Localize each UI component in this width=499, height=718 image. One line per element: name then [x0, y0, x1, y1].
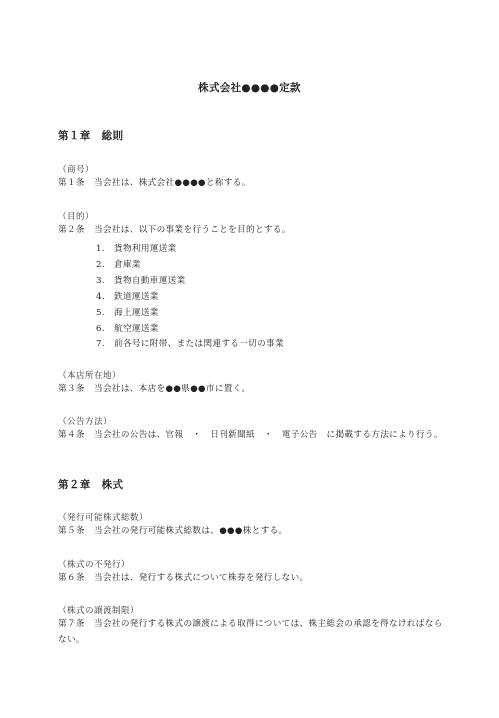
- list-item-text: 倉庫業: [114, 260, 141, 270]
- article-1-text: 当会社は、株式会社●●●●と称する。: [94, 178, 251, 188]
- list-item-number: 4.: [96, 292, 105, 302]
- list-item: [96, 258, 141, 270]
- list-item: [96, 306, 159, 318]
- list-item: [96, 242, 177, 254]
- chapter-1-heading: 第１章 総則: [58, 130, 124, 142]
- document-title: 株式会社●●●●定款: [198, 82, 301, 94]
- article-6-caption: （株式の不発行）: [58, 560, 130, 570]
- list-item-text: 前各号に附帯、または関連する一切の事業: [114, 339, 284, 349]
- article-7-caption: （株式の譲渡制限）: [58, 606, 139, 616]
- article-2: [58, 222, 448, 238]
- article-6-number: 第６条: [58, 573, 85, 583]
- article-7: [58, 616, 448, 648]
- chapter-2-heading: 第２章 株式: [58, 479, 124, 491]
- article-6-text: 当会社は、発行する株式について株券を発行しない。: [94, 573, 309, 583]
- article-2-caption: （目的）: [58, 212, 94, 222]
- list-item-number: 1.: [96, 244, 105, 254]
- list-item-text: 貨物利用運送業: [114, 244, 177, 254]
- list-item: [96, 274, 186, 286]
- article-3-number: 第３条: [58, 384, 85, 394]
- list-item-text: 航空運送業: [114, 324, 159, 334]
- article-4-caption: （公告方法）: [58, 417, 112, 427]
- article-3: [58, 381, 448, 397]
- list-item: [96, 290, 159, 302]
- article-4-number: 第４条: [58, 430, 85, 440]
- list-item: [96, 322, 159, 334]
- article-7-text: 当会社の発行する株式の譲渡による取得については、株主総会の承認を得なければならない。: [58, 619, 443, 645]
- article-2-text: 当会社は、以下の事業を行うことを目的とする。: [94, 225, 291, 235]
- article-5: [58, 523, 448, 539]
- article-6: [58, 570, 448, 586]
- article-5-caption: （発行可能株式総数）: [58, 513, 148, 523]
- article-1: [58, 175, 448, 191]
- article-3-caption: （本店所在地）: [58, 371, 121, 381]
- article-2-number: 第２条: [58, 225, 85, 235]
- list-item-number: 2.: [96, 260, 105, 270]
- list-item-text: 貨物自動車運送業: [114, 276, 186, 286]
- list-item-number: 3.: [96, 276, 105, 286]
- article-3-text: 当会社は、本店を●●県●●市に置く。: [94, 384, 251, 394]
- article-7-number: 第７条: [58, 619, 85, 629]
- article-1-number: 第１条: [58, 178, 85, 188]
- article-5-number: 第５条: [58, 526, 85, 536]
- list-item: [96, 337, 284, 349]
- list-item-number: 5.: [96, 308, 105, 318]
- article-4: [58, 427, 448, 443]
- article-4-text: 当会社の公告は、官報 ・ 日刊新聞紙 ・ 電子公告 に掲載する方法により行う。: [94, 430, 443, 440]
- article-1-caption: （商号）: [58, 165, 94, 175]
- article-5-text: 当会社の発行可能株式総数は、●●●株とする。: [94, 526, 288, 536]
- list-item-text: 鉄道運送業: [114, 292, 159, 302]
- list-item-number: 6.: [96, 324, 105, 334]
- list-item-number: 7.: [96, 339, 105, 349]
- list-item-text: 海上運送業: [114, 308, 159, 318]
